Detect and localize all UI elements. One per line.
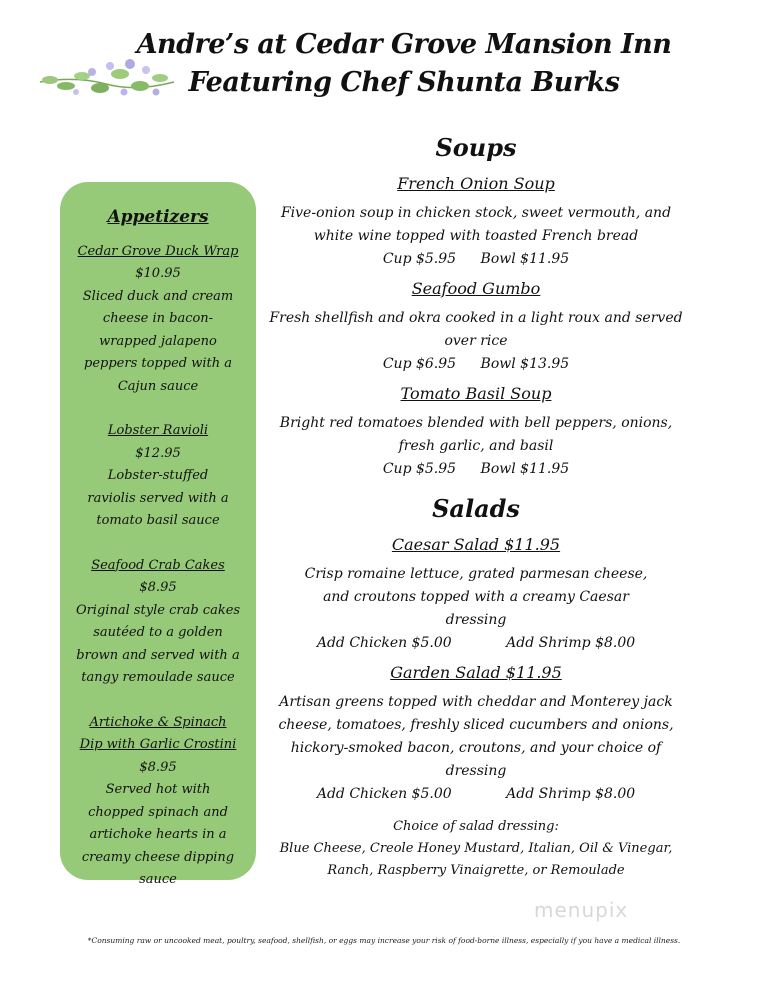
salad-desc: Crisp romaine lettuce, grated parmesan cheese, and croutons topped with a creamy Caesar dressing <box>304 566 648 628</box>
salad-name: Caesar Salad $11.95 <box>391 535 561 554</box>
soup-prices <box>262 353 690 376</box>
appetizer-item <box>60 712 256 892</box>
soup-item <box>262 277 690 376</box>
bowl-price: Bowl $13.95 <box>480 356 570 372</box>
appetizers-title: Appetizers <box>107 207 209 227</box>
appetizer-item <box>60 555 256 690</box>
dressing-heading: Choice of salad dressing: <box>393 819 559 834</box>
soup-item <box>262 382 690 481</box>
appetizer-name: Cedar Grove Duck Wrap <box>77 243 239 259</box>
appetizer-price: $12.95 <box>135 445 181 461</box>
appetizer-desc: Lobster-stuffed raviolis served with a tomato basil sauce <box>87 468 229 528</box>
salad-addons <box>262 632 690 655</box>
add-chicken-price: Add Chicken $5.00 <box>316 786 452 802</box>
bowl-price: Bowl $11.95 <box>480 251 570 267</box>
appetizer-desc: Sliced duck and cream cheese in bacon-wrapped jalapeno peppers topped with a Cajun sauce <box>82 288 234 394</box>
soup-prices <box>262 458 690 481</box>
appetizer-price: $8.95 <box>139 580 177 595</box>
soups-title: Soups <box>435 133 517 162</box>
appetizer-name: Seafood Crab Cakes <box>91 557 225 573</box>
soup-name: Tomato Basil Soup <box>400 384 552 403</box>
salad-item <box>262 661 690 806</box>
appetizer-desc: Original style crab cakes sautéed to a golden brown and served with a tangy remoulade sauce <box>75 602 241 685</box>
soup-item <box>262 172 690 271</box>
appetizer-price: $8.95 <box>139 759 177 775</box>
add-shrimp-price: Add Shrimp $8.00 <box>506 635 636 651</box>
dressing-list: Blue Cheese, Creole Honey Mustard, Italian, Oil & Vinegar, Ranch, Raspberry Vinaigrette, or Remoulade <box>279 841 673 878</box>
appetizers-panel <box>60 182 256 887</box>
soup-name: Seafood Gumbo <box>411 279 541 298</box>
soup-desc: Fresh shellfish and okra cooked in a light roux and served over rice <box>269 310 683 349</box>
soup-desc: Bright red tomatoes blended with bell peppers, onions, fresh garlic, and basil <box>279 415 673 454</box>
main-menu <box>262 130 690 882</box>
appetizer-desc: Served hot with chopped spinach and artichoke hearts in a creamy cheese dipping sauce <box>81 782 235 887</box>
soup-prices <box>262 248 690 271</box>
watermark: menupix <box>534 898 629 922</box>
cup-price: Cup $5.95 <box>382 251 457 267</box>
chef-subtitle: Featuring Chef Shunta Burks <box>188 67 620 98</box>
soup-desc: Five-onion soup in chicken stock, sweet vermouth, and white wine topped with toasted French bread <box>280 205 672 244</box>
restaurant-name: Andre’s at Cedar Grove Mansion Inn <box>136 29 672 60</box>
appetizer-price: $10.95 <box>135 266 181 281</box>
cup-price: Cup $6.95 <box>382 356 457 372</box>
soup-name: French Onion Soup <box>397 174 555 193</box>
salad-name: Garden Salad $11.95 <box>390 663 562 682</box>
bowl-price: Bowl $11.95 <box>480 461 570 477</box>
add-chicken-price: Add Chicken $5.00 <box>316 635 452 651</box>
salad-addons <box>262 783 690 806</box>
appetizer-item <box>60 241 256 399</box>
appetizer-name: Lobster Ravioli <box>107 423 209 438</box>
salad-item <box>262 533 690 655</box>
cup-price: Cup $5.95 <box>382 461 457 477</box>
appetizer-item <box>60 420 256 533</box>
add-shrimp-price: Add Shrimp $8.00 <box>506 786 636 802</box>
salad-desc: Artisan greens topped with cheddar and Monterey jack cheese, tomatoes, freshly sliced cucumbers and onions, hickory-smoked bacon, croutons, and your choice of dressing <box>278 694 674 779</box>
appetizer-name: Artichoke & Spinach Dip with Garlic Crostini <box>79 714 237 752</box>
salads-title: Salads <box>432 494 520 523</box>
flower-sprig-icon <box>36 52 178 102</box>
health-footnote: *Consuming raw or uncooked meat, poultry, seafood, shellfish, or eggs may increase your risk of food-borne illness, especially if you have a medical illness. <box>87 936 681 945</box>
